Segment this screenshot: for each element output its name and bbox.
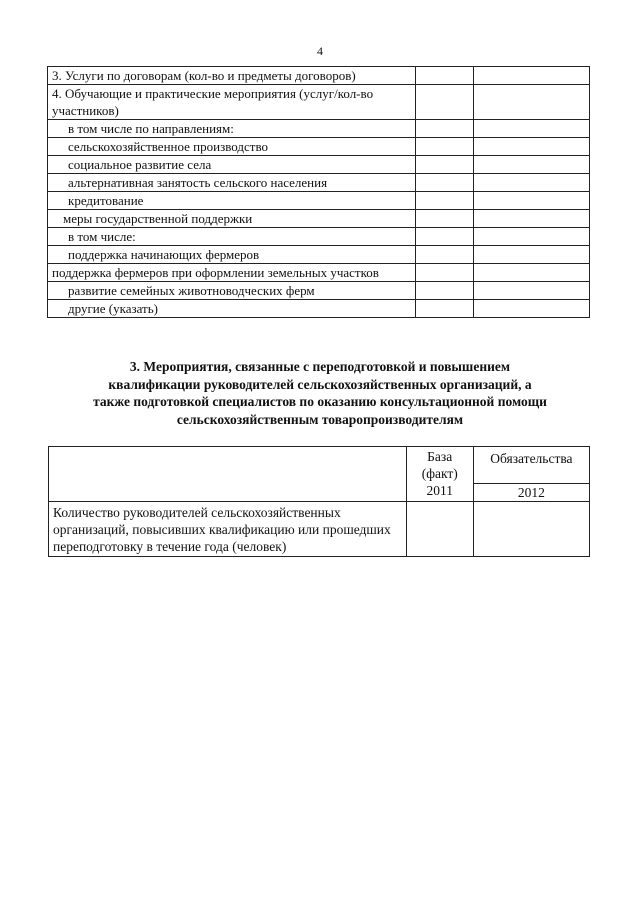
row-label: поддержка фермеров при оформлении земельных участков [48,264,416,282]
header-base-year: 2011 [426,483,453,498]
value-cell [473,228,589,246]
value-cell [415,264,473,282]
header-base [406,447,473,502]
table-row [48,67,590,85]
value-cell [473,282,589,300]
heading-line: 3. Мероприятия, связанные с переподготовкой и повышением [129,359,511,374]
header-base-line2: (факт) [421,466,458,481]
value-cell [473,502,589,557]
services-events-table [47,66,590,318]
row-label: развитие семейных животноводческих ферм [48,282,416,300]
table-row [48,120,590,138]
value-cell [473,67,589,85]
row-label: другие (указать) [48,300,416,318]
table-row [48,138,590,156]
value-cell [415,138,473,156]
value-cell [415,67,473,85]
value-cell [473,264,589,282]
row-label: кредитование [48,192,416,210]
heading-line: сельскохозяйственным товаропроизводителям [176,411,464,427]
value-cell [415,228,473,246]
value-cell [473,246,589,264]
training-table [48,446,590,557]
value-cell [415,210,473,228]
table-row [48,210,590,228]
row-label: социальное развитие села [48,156,416,174]
value-cell [415,300,473,318]
value-cell [415,192,473,210]
row-label: в том числе: [48,228,416,246]
table-row [48,228,590,246]
table-row [48,282,590,300]
table-row [48,156,590,174]
table-row [48,192,590,210]
value-cell [473,192,589,210]
value-cell [415,156,473,174]
value-cell [415,174,473,192]
table-row [48,174,590,192]
value-cell [473,156,589,174]
table-row [48,85,590,120]
value-cell [406,502,473,557]
header-obligations-year: 2012 [473,484,589,502]
value-cell [473,85,589,120]
value-cell [473,174,589,192]
row-label: 3. Услуги по договорам (кол-во и предметы договоров) [48,67,416,85]
heading-line: также подготовкой специалистов по оказанию консультационной помощи [93,394,547,409]
value-cell [473,138,589,156]
row-label: Количество руководителей сельскохозяйственных организаций, повысивших квалификацию или прошедших переподготовку в течение года (человек) [49,502,407,557]
heading-line: квалификации руководителей сельскохозяйственных организаций, а [108,376,532,392]
header-empty-cell [49,447,407,502]
value-cell [415,282,473,300]
row-label: альтернативная занятость сельского населения [48,174,416,192]
table-row [49,502,590,557]
table-row [48,246,590,264]
section-3-heading [50,358,590,428]
table-row [48,300,590,318]
header-row [49,447,590,484]
row-label: в том числе по направлениям: [48,120,416,138]
value-cell [415,85,473,120]
page-number: 4 [317,44,323,58]
header-obligations: Обязательства [473,447,589,484]
value-cell [415,246,473,264]
row-label: 4. Обучающие и практические мероприятия (услуг/кол-во участников) [48,85,416,120]
table-row [48,264,590,282]
value-cell [473,210,589,228]
row-label: поддержка начинающих фермеров [48,246,416,264]
value-cell [473,300,589,318]
header-base-line1: База [427,449,453,464]
row-label: сельскохозяйственное производство [48,138,416,156]
value-cell [473,120,589,138]
row-label: меры государственной поддержки [48,210,416,228]
value-cell [415,120,473,138]
